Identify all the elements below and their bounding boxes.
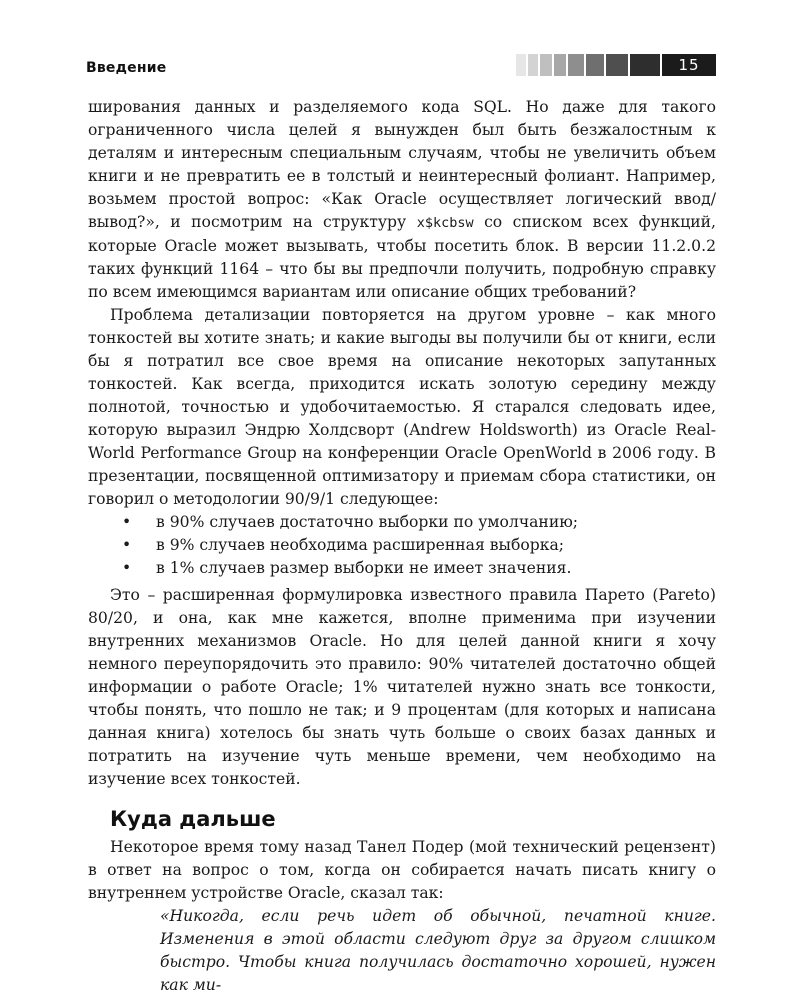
gradient-segment (606, 54, 628, 76)
page-body (88, 96, 716, 997)
paragraph-text: со списком всех функций, которые Oracle может вызывать, чтобы посетить блок. В версии 11.2.0.2 таких функций 1164 – что бы вы предпочли получить, подробную справку по всем имеющимся вариантам или описание общих требований? (88, 213, 716, 301)
gradient-segment (630, 54, 660, 76)
paragraph: Это – расширенная формулировка известного правила Парето (Pareto) 80/20, и она, как мне кажется, вполне применима при изучении внутренних механизмов Oracle. Но для целей данной книги я хочу немного переупорядочить это правило: 90% читателей достаточно общей информации о работе Oracle; 1% читателей нужно знать все тонкости, чтобы понять, что пошло не так; и 9 процентам (для которых и написана данная книга) хотелось бы знать чуть больше о своих базах данных и потратить на изучение чуть меньше времени, чем необходимо на изучение всех тонкостей. (88, 586, 716, 788)
list-item-text: в 1% случаев размер выборки не имеет значения. (156, 559, 572, 577)
section-heading: Куда дальше (110, 807, 276, 831)
running-header (86, 54, 716, 80)
gradient-segment (540, 54, 552, 76)
inline-code: x$kcbsw (416, 215, 474, 231)
list-item (88, 534, 716, 557)
paragraph: Некоторое время тому назад Танел Подер (мой технический рецензент) в ответ на вопрос о том, когда он собирается начать писать книгу о внутреннем устройстве Oracle, сказал так: (88, 838, 716, 902)
gradient-segment (554, 54, 566, 76)
gradient-segment (516, 54, 526, 76)
chapter-title: Введение (86, 60, 167, 76)
bullet-list (88, 511, 716, 580)
paragraph (88, 96, 716, 304)
gradient-segment (586, 54, 604, 76)
gradient-segment (568, 54, 584, 76)
list-item-text: в 9% случаев необходима расширенная выборка; (156, 536, 565, 554)
bullet-icon: • (122, 536, 132, 554)
bullet-icon: • (122, 513, 132, 531)
gradient-segment (528, 54, 538, 76)
list-item (88, 557, 716, 580)
paragraph: Проблема детализации повторяется на другом уровне – как много тонкостей вы хотите знать; и какие выгоды вы получили бы от книги, если бы я потратил все свое время на описание некоторых запутанных тонкостей. Как всегда, приходится искать золотую середину между полнотой, точностью и удобочитаемостью. Я старался следовать идее, которую выразил Эндрю Холдсворт (Andrew Holdsworth) из Oracle Real-World Performance Group на конференции Oracle OpenWorld в 2006 году. В презентации, посвященной оптимизатору и приемам сбора статистики, он говорил о методологии 90/9/1 следующее: (88, 306, 716, 508)
bullet-icon: • (122, 559, 132, 577)
block-quote: «Никогда, если речь идет об обычной, печатной книге. Изменения в этой области следуют друг за другом слишком быстро. Чтобы книга получилась достаточно хорошей, нужен как ми- (160, 907, 716, 994)
list-item (88, 511, 716, 534)
page-number: 15 (662, 54, 716, 76)
decorative-gradient-bar (514, 54, 716, 76)
list-item-text: в 90% случаев достаточно выборки по умолчанию; (156, 513, 579, 531)
paragraph-text: ширования данных и разделяемого кода SQL. Но даже для такого ограниченного числа целей я вынужден был быть безжалостным к деталям и интересным специальным случаям, чтобы не увеличить объем книги и не превратить ее в толстый и неинтересный фолиант. Например, возьмем простой вопрос: «Как Oracle осуществляет логический ввод/вывод?», и посмотрим на структуру (88, 98, 716, 231)
